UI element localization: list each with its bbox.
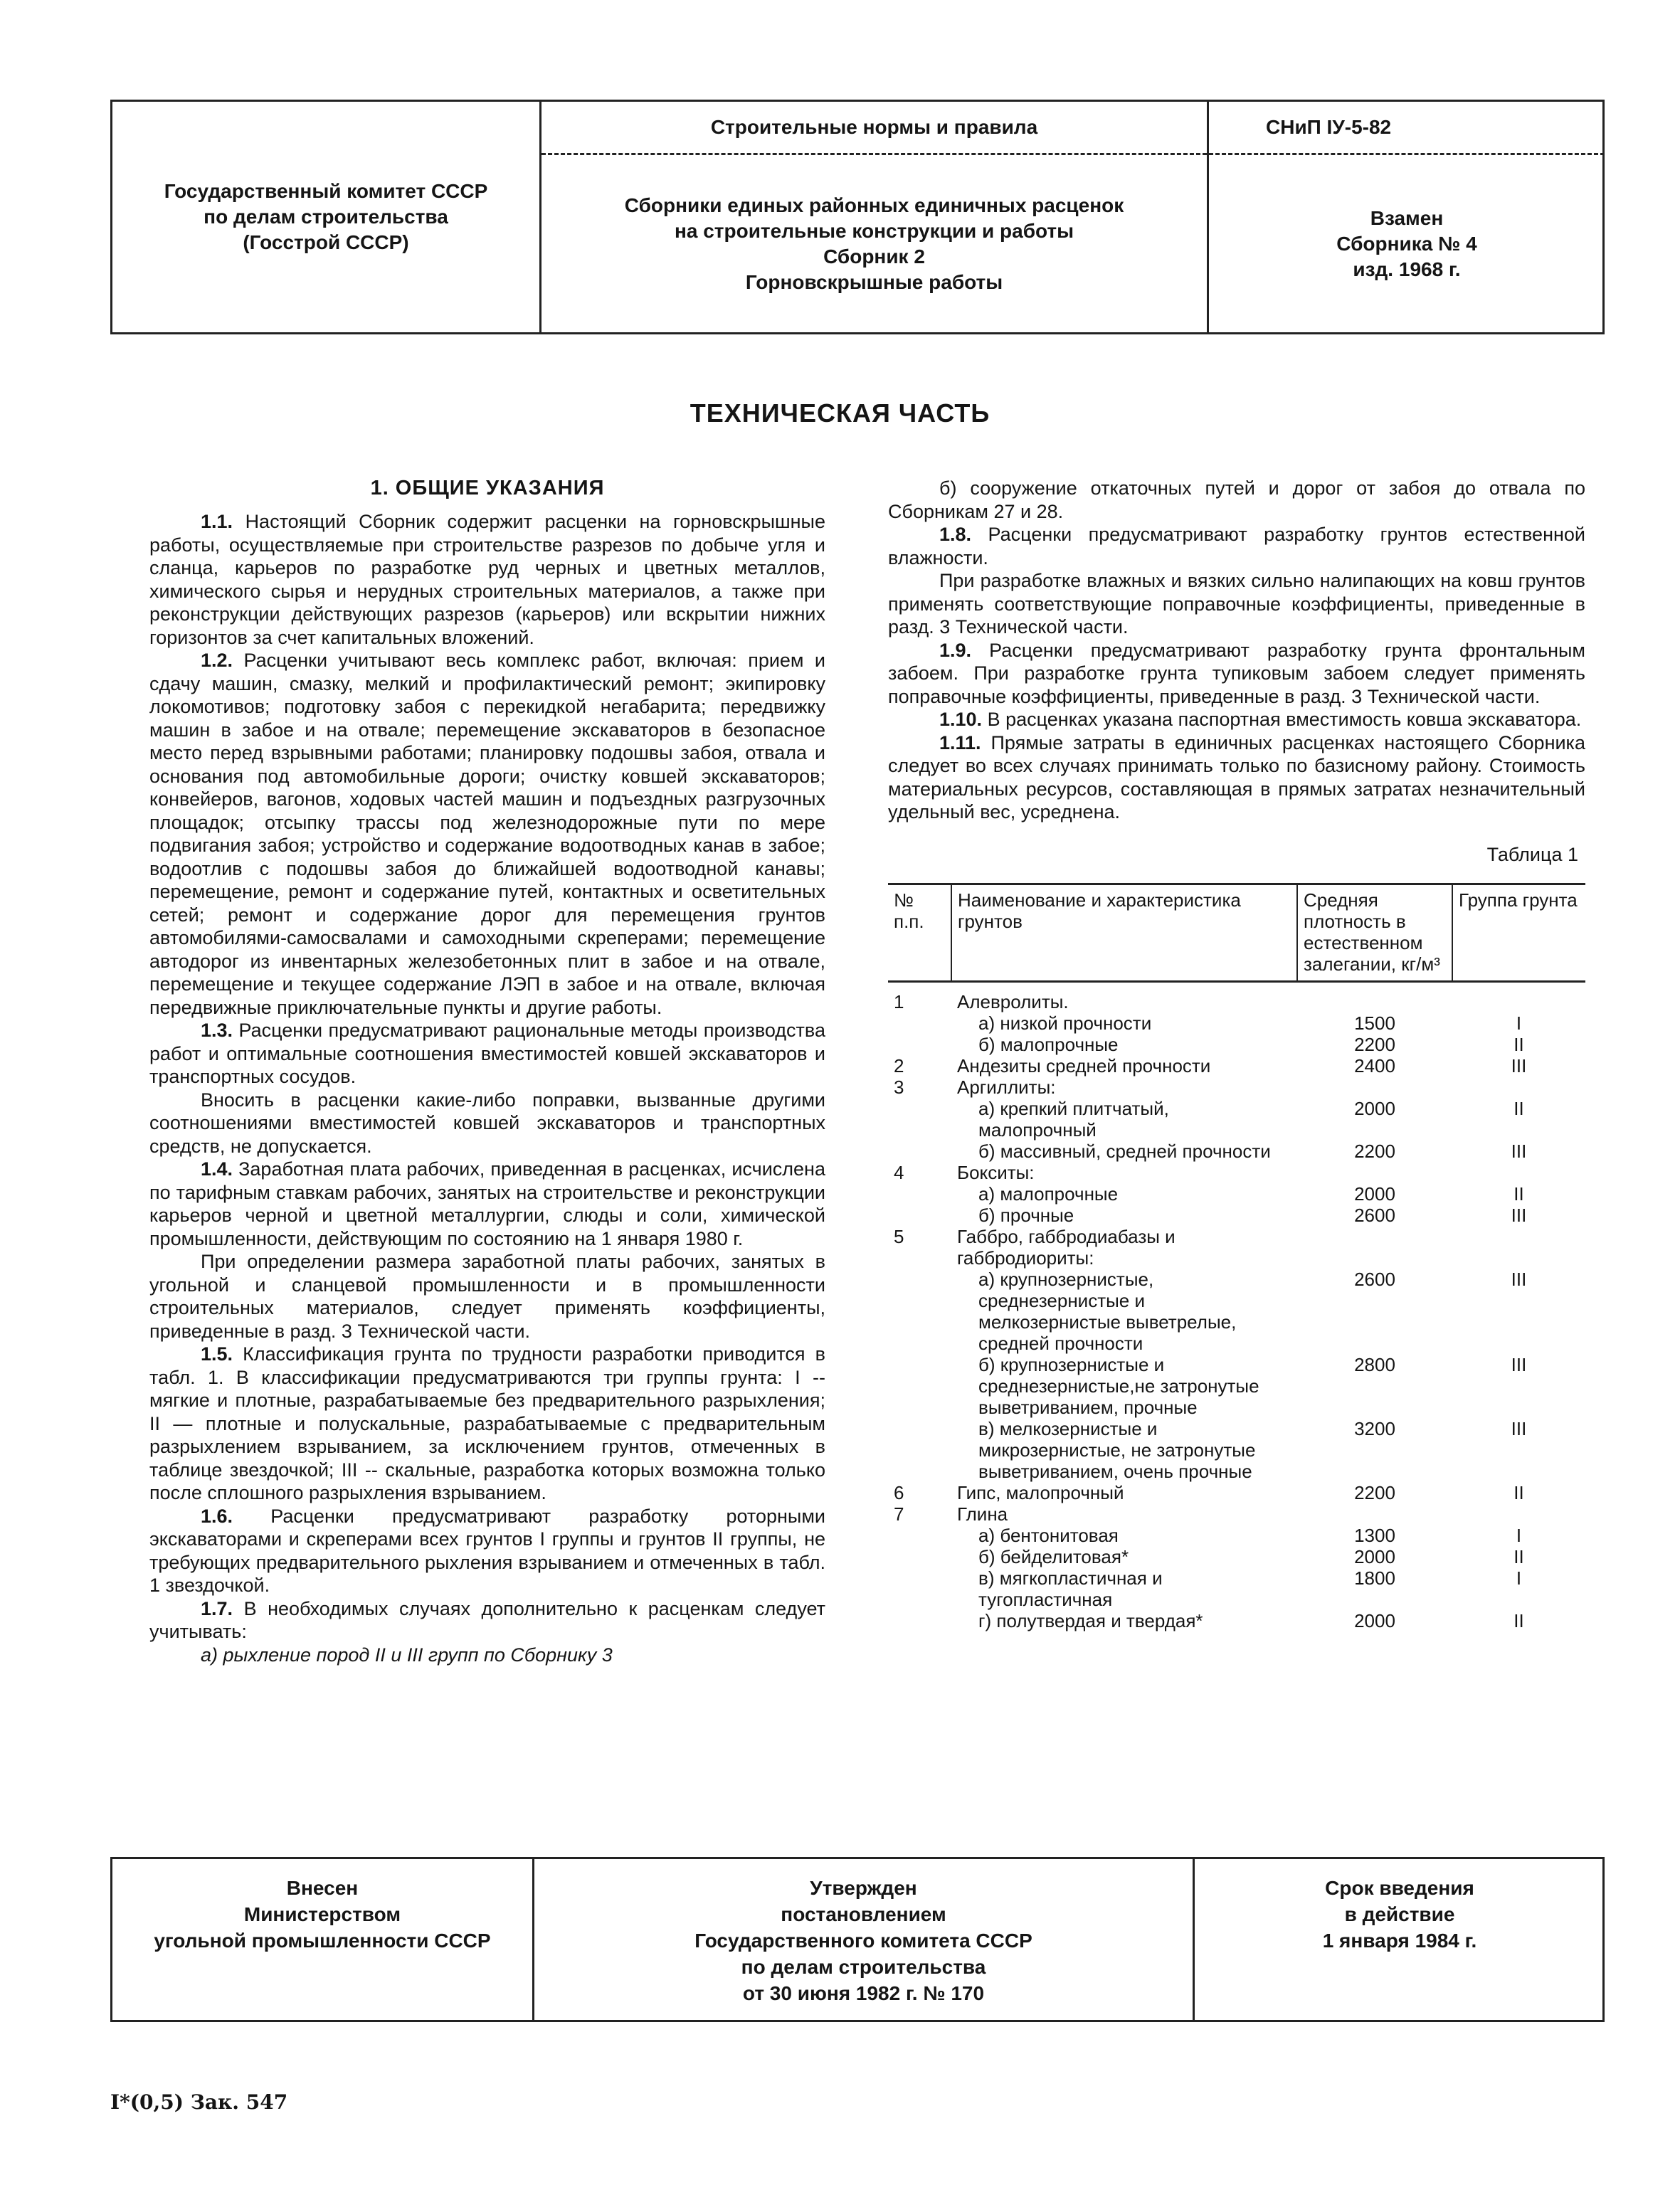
left-paragraphs [149,510,825,1666]
cell-density: 2400 [1354,1054,1395,1076]
paragraph-text: Расценки предусматривают рациональные методы производства работ и оптимальные соотношения вместимостей ковшей экскаваторов и транспортных сосудов. [149,1020,825,1087]
org-line: Государственный комитет СССР [164,180,488,202]
cell-group: II [1513,1033,1524,1055]
document-title: ТЕХНИЧЕСКАЯ ЧАСТЬ [690,398,990,428]
soil-table [888,883,1585,1631]
paragraph [149,1644,825,1667]
paragraph [888,477,1585,523]
cell-density: 2000 [1354,1609,1395,1631]
left-column [149,477,825,1666]
paragraph-text: Настоящий Сборник содержит расценки на горновскрышные работы, осуществляемые при строительстве разрезов по добыче угля и сланца, карьеров по разработке руд черных и цветных металлов, химического сырья и нерудных строительных материалов, а также при реконструкции действующих разрезов (карьеров) или вскрытии нижних горизонтов за счет капитальных вложений. [149,511,825,648]
paragraph [149,1019,825,1089]
footer-box [110,1857,1605,2022]
cell-density: 2000 [1354,1097,1395,1119]
cell-density [1297,1162,1452,1183]
table-row [888,1205,1585,1226]
replaces-line: изд. 1968 г. [1353,258,1461,280]
cell-name: а) крупнозернистые, среднезернистые и мелкозернистые выветрелые, средней прочности [978,1268,1237,1354]
print-order-mark: I*(0,5) Зак. 547 [110,2090,288,2114]
paragraph [149,649,825,1019]
table-row [888,1183,1585,1205]
cell-density: 2200 [1354,1481,1395,1503]
cell-density: 1300 [1354,1524,1395,1546]
introduced-by [112,1859,532,2020]
cell-group: III [1511,1140,1527,1162]
table-row [888,1034,1585,1055]
paragraph-text: Классификация грунта по трудности разработки приводится в табл. 1. В классификации предусматриваются три группы грунта: I -- мягкие и плотные, разрабатываемые без предварительного разрыхления; II — плотные и полускальные, разрабатываемые с предварительным разрыхлением взрыванием, за исключением грунтов, отмеченных в таблице звездочкой; III -- скальные, разработка которых возможна только после сплошного разрыхления взрыванием. [149,1343,825,1503]
approved-by [532,1859,1193,2020]
cell-density: 1500 [1354,1012,1395,1034]
cell-group: III [1511,1054,1527,1076]
collection-line: Сборник 2 [823,245,925,268]
collection-line: на строительные конструкции и работы [674,219,1074,242]
table-row [888,1525,1585,1546]
cell-group: I [1516,1012,1522,1034]
cell-num [888,1354,951,1418]
introduced-line: Министерством [243,1903,401,1925]
paragraph-text: Расценки учитывают весь комплекс работ, включая: прием и сдачу машин, смазку, мелкий и профилактический ремонт; экипировку локомотивов; подготовку забоя с перекидкой негабарита; передвижку машин в забое и на отвале; перемещение экскаваторов в безопасное место перед взрывными работами; планировку подошвы забоя, отвала и основания под автомобильные дороги; очистку ковшей экскаваторов; конвейеров, вагонов, ходовых частей машин и подъездных разгрузочных площадок; отсыпку трассы под железнодорожные пути по мере подвигания забоя; устройство и содержание водоотводных канав в забое; водоотлив с подошвы забоя до ближайшей водоотводной канавы; перемещение, ремонт и содержание путей, контактных и осветительных сетей; ремонт и содержание дорог для перемещения грунтов автомобилями-самосвалами и самоходными скреперами; перемещение автодорог из инвентарных железобетонных плит в забое и на отвале, перемещение и текущее содержание ЛЭП в забое и на отвале, включая передвижные приключательные пункты и другие работы. [149,650,825,1018]
paragraph-text: Вносить в расценки какие-либо поправки, вызванные другими соотношениями вместимостей ковшей экскаваторов и транспортных средств, не допускается. [149,1089,825,1157]
introduced-line: угольной промышленности СССР [154,1930,491,1952]
cell-group: III [1511,1268,1527,1290]
table-row [888,1141,1585,1162]
table-row [888,1610,1585,1631]
effective-line: 1 января 1984 г. [1322,1930,1477,1952]
paragraph [888,731,1585,824]
approved-line: Утвержден [810,1877,917,1899]
cell-name: а) крепкий плитчатый, малопрочный [978,1097,1169,1141]
cell-density [1297,1076,1452,1098]
cell-num: 5 [894,1225,904,1247]
cell-density: 2000 [1354,1183,1395,1205]
table-row [888,1012,1585,1034]
cell-group: II [1513,1481,1524,1503]
cell-num [888,1567,951,1610]
paragraph [149,1505,825,1597]
cell-density: 2200 [1354,1033,1395,1055]
effective-date [1193,1859,1605,2020]
replaces-line: Взамен [1370,206,1444,229]
paragraph-text: Расценки предусматривают разработку грунта фронтальным забоем. При разработке грунта тупиковым забоем следует применять поправочные коэффициенты, приведенные в разд. 3 Технической части. [888,639,1585,707]
cell-num: 6 [894,1481,904,1503]
table-row [888,1076,1585,1098]
paragraph-text: При определении размера заработной платы рабочих, занятых в угольной и сланцевой промышленности и в промышленности строительных материалов, следует применять коэффициенты, приведенные в разд. 3 Технической части. [149,1251,825,1342]
table-row [888,981,1585,1012]
cell-name: а) бентонитовая [978,1524,1119,1546]
cell-name: Гипс, малопрочный [957,1481,1124,1503]
org-line: по делам строительства [204,206,448,228]
cell-group: II [1513,1545,1524,1567]
cell-num [888,1034,951,1055]
table-row [888,1098,1585,1141]
cell-name: Аргиллиты: [957,1076,1056,1098]
col-header-name: Наименование и характеристика грунтов [951,884,1297,981]
paragraph-number: 1.2. [201,650,233,671]
table-caption: Таблица 1 [1486,843,1578,865]
cell-group: III [1511,1204,1527,1226]
cell-num: 4 [894,1161,904,1183]
cell-density [1297,981,1452,1012]
cell-name: Габбро, габбродиабазы и габбродиориты: [957,1225,1176,1269]
table-row [888,1354,1585,1418]
col-header-num: № п.п. [888,884,951,981]
cell-group [1452,1162,1585,1183]
header-box [110,100,1605,334]
approved-line: от 30 июня 1982 г. № 170 [742,1982,985,2004]
cell-name: б) массивный, средней прочности [978,1140,1271,1162]
paragraph-number: 1.4. [201,1158,233,1180]
cell-name: а) низкой прочности [978,1012,1152,1034]
paragraph [149,1250,825,1343]
cell-num: 1 [894,990,904,1012]
paragraph-text: Прямые затраты в единичных расценках настоящего Сборника следует во всех случаях принимать только по базисному району. Стоимость материальных ресурсов, составляющая в прямых затратах незначительный удельный вес, усреднена. [888,731,1585,822]
paragraph [149,510,825,649]
paragraph-text: Расценки предусматривают разработку грунтов естественной влажности. [888,524,1585,568]
approved-line: постановлением [781,1903,946,1925]
cell-group: III [1511,1417,1527,1439]
cell-num [888,1525,951,1546]
effective-line: Срок введения [1325,1877,1474,1899]
issuing-organization [112,102,539,332]
cell-name: Андезиты средней прочности [957,1054,1211,1076]
replaces-line: Сборника № 4 [1336,232,1477,255]
cell-density: 2800 [1354,1353,1395,1375]
table-row [888,1567,1585,1610]
cell-num [888,1012,951,1034]
paragraph [888,708,1585,731]
standard-code: СНиП IУ-5-82 [1266,116,1392,138]
cell-name: б) бейделитовая* [978,1545,1129,1567]
cell-group: III [1511,1353,1527,1375]
paragraph-number: 1.1. [201,511,233,532]
paragraph-number: 1.6. [201,1505,233,1527]
cell-num [888,1269,951,1354]
cell-group [1452,1076,1585,1098]
cell-density: 3200 [1354,1417,1395,1439]
cell-group [1452,981,1585,1012]
cell-group [1452,1503,1585,1525]
paragraph [149,1597,825,1644]
cell-name: б) прочные [978,1204,1074,1226]
cell-num: 2 [894,1054,904,1076]
col-header-density: Средняя плотность в естественном залегании, кг/м³ [1297,884,1452,981]
collection-line: Сборники единых районных единичных расценок [624,194,1124,216]
table-row [888,1226,1585,1269]
paragraph-text: а) рыхление пород II и III групп по Сборнику 3 [201,1644,613,1666]
paragraph-text: При разработке влажных и вязких сильно налипающих на ковш грунтов применять соответствующие поправочные коэффициенты, приведенные в разд. 3 Технической части. [888,570,1585,637]
cell-group [1452,1226,1585,1269]
cell-group: II [1513,1183,1524,1205]
cell-density: 2200 [1354,1140,1395,1162]
cell-num [888,1205,951,1226]
paragraph [149,1158,825,1250]
cell-name: б) малопрочные [978,1033,1119,1055]
paragraph [149,1089,825,1158]
standard-type: Строительные нормы и правила [710,116,1038,138]
paragraph-number: 1.10. [939,709,983,730]
paragraph [888,569,1585,639]
cell-name: Глина [957,1503,1008,1525]
effective-line: в действие [1344,1903,1455,1925]
cell-name: в) мелкозернистые и микрозернистые, не затронутые выветриванием, очень прочные [978,1417,1256,1482]
paragraph-text: б) сооружение откаточных путей и дорог от забоя до отвала по Сборникам 27 и 28. [888,477,1585,522]
paragraph-number: 1.11. [939,731,981,753]
paragraph [888,523,1585,569]
cell-density: 2600 [1354,1268,1395,1290]
paragraph-number: 1.7. [201,1597,233,1619]
org-line: (Госстрой СССР) [243,231,409,253]
cell-density [1297,1226,1452,1269]
table-row [888,1162,1585,1183]
cell-density: 2000 [1354,1545,1395,1567]
paragraph-text: В необходимых случаях дополнительно к расценкам следует учитывать: [149,1597,825,1642]
cell-num [888,1141,951,1162]
paragraph-text: В расценках указана паспортная вместимость ковша экскаватора. [987,709,1582,730]
cell-name: г) полутвердая и твердая* [978,1609,1203,1631]
paragraph-number: 1.9. [939,639,972,661]
right-paragraphs [888,477,1585,824]
paragraph-text: Расценки предусматривают разработку роторными экскаваторами и скреперами всех грунтов I группы и грунтов II группы, не требующих предварительного рыхления взрыванием и отмеченных в табл. 1 звездочкой. [149,1505,825,1596]
introduced-line: Внесен [286,1877,359,1899]
collection-line: Горновскрышные работы [745,270,1003,293]
paragraph [888,639,1585,709]
approved-line: по делам строительства [741,1956,986,1978]
cell-group: I [1516,1524,1522,1546]
cell-name: а) малопрочные [978,1183,1119,1205]
section-heading: 1. ОБЩИЕ УКАЗАНИЯ [370,477,605,499]
table-row [888,1418,1585,1482]
cell-num [888,1418,951,1482]
cell-density: 1800 [1354,1567,1395,1589]
code-info [1207,102,1605,332]
cell-num: 7 [894,1503,904,1525]
paragraph-number: 1.5. [201,1343,233,1365]
approved-line: Государственного комитета СССР [694,1930,1032,1952]
cell-name: Алевролиты. [957,990,1069,1012]
paragraph [149,1343,825,1505]
table-body [888,981,1585,1631]
table-row [888,1546,1585,1567]
cell-num [888,1098,951,1141]
cell-group: I [1516,1567,1522,1589]
table-row [888,1503,1585,1525]
cell-name: Бокситы: [957,1161,1035,1183]
cell-name: б) крупнозернистые и среднезернистые,не затронутые выветриванием, прочные [978,1353,1259,1418]
cell-num [888,1546,951,1567]
cell-density [1297,1503,1452,1525]
paragraph-text: Заработная плата рабочих, приведенная в расценках, исчислена по тарифным ставкам рабочих, занятых на строительстве и реконструкции карьеров черной и цветной металлургии, слюды и соли, химической промышленности, действующим по состоянию на 1 января 1980 г. [149,1158,825,1249]
table-row [888,1055,1585,1076]
cell-group: II [1513,1097,1524,1119]
right-column [888,477,1585,1631]
cell-group: II [1513,1609,1524,1631]
collection-info [539,102,1207,332]
table-row [888,1482,1585,1503]
cell-num: 3 [894,1076,904,1098]
paragraph-number: 1.3. [201,1020,233,1041]
col-header-group: Группа грунта [1452,884,1585,981]
table-row [888,1269,1585,1354]
cell-name: в) мягкопластичная и тугопластичная [978,1567,1163,1610]
cell-num [888,1610,951,1631]
cell-num [888,1183,951,1205]
cell-density: 2600 [1354,1204,1395,1226]
paragraph-number: 1.8. [939,524,972,545]
